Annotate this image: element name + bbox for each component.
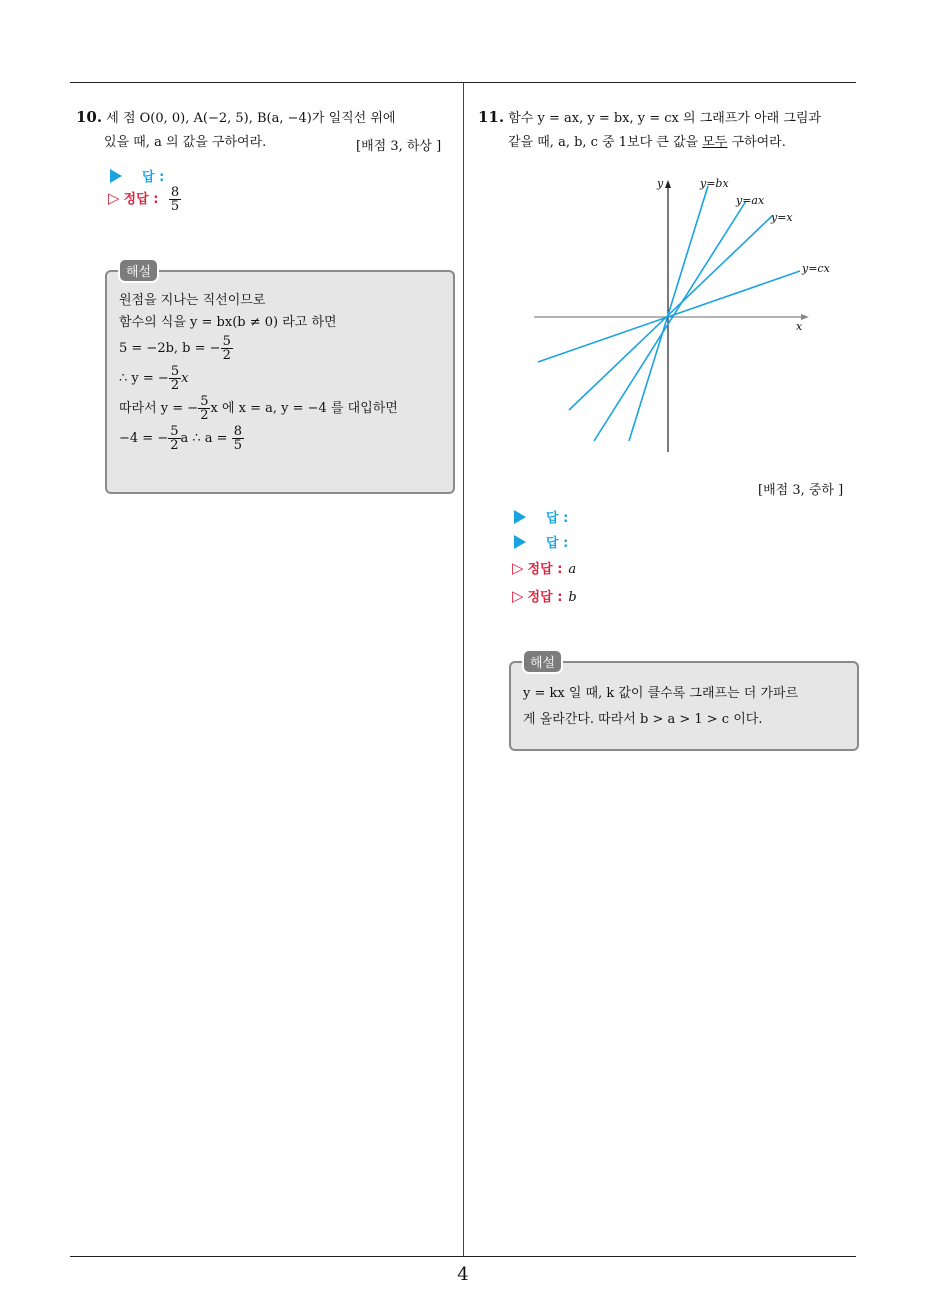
q11-text-line2: 같을 때, a, b, c 중 1보다 큰 값을 모두 구하여라. [508,135,786,150]
q10-explain-l5: 따라서 y = − $\frac{5}{2}$ x 에 x = a, y = −4 를 대입하면 [119,394,398,423]
q11-score: [배점 3, 중하 ] [758,483,844,498]
label-y-ax: y=ax [736,194,765,207]
q11-explanation-tag: 해설 [522,649,563,674]
q11-answer-row-2 [514,532,568,551]
bottom-rule [70,1256,856,1257]
q10-text-line1: 세 점 O(0, 0), A(−2, 5), B(a, −4)가 일직선 위에 [106,111,396,126]
y-axis-label: y [657,177,664,190]
q10-correct-fraction: $\frac{8}{5}$ [170,185,180,214]
q10-number: 10. [76,108,103,126]
hollow-triangle-icon: ▷ [512,587,524,605]
graph-line-y-eq-ax [594,201,746,441]
q10-explanation-body [119,290,398,454]
graph-line-y-eq-x [569,216,772,410]
q10-answer-row [110,166,164,185]
column-divider [463,82,464,1256]
q11-explain-l2: 게 올라간다. 따라서 b > a > 1 > c 이다. [523,712,763,727]
q11-text-line1: 함수 y = ax, y = bx, y = cx 의 그래프가 아래 그림과 [508,111,821,126]
play-icon [514,510,526,524]
y-axis-arrow-icon [665,180,671,188]
q11-explanation-body [523,681,798,733]
graph-lines [538,186,800,441]
q10-score: [배점 3, 하상 ] [356,139,442,154]
q11-answer-row-1 [514,507,568,526]
q11-answer-label-1: 답 : [546,511,569,526]
q11-answer-label-2: 답 : [546,536,569,551]
hollow-triangle-icon: ▷ [512,559,524,577]
q10-explain-l6: −4 = − $\frac{5}{2}$ a ∴ a = $\frac{8}{5}$ [119,424,242,453]
q10-explain-l1: 원점을 지나는 직선이므로 [119,293,266,308]
q11-correct-value-1: a [568,562,577,577]
q10-answer-label: 답 : [142,170,165,185]
hollow-triangle-icon: ▷ [108,189,120,207]
q11-explanation-box [509,661,859,751]
q10-explain-l3: 5 = −2b, b = − $\frac{5}{2}$ [119,334,231,363]
q11-number: 11. [478,108,505,126]
play-icon [514,535,526,549]
q11-correct-row-1: ▷ 정답 : a [512,559,577,577]
q10-line1 [76,108,396,128]
q10-text-line2: 있을 때, a 의 값을 구하여라. [104,135,267,150]
label-y-cx: y=cx [802,262,830,275]
q10-explain-l4: ∴ y = − $\frac{5}{2}$ x [119,364,189,393]
label-y-x: y=x [771,211,793,224]
q10-correct-row [108,186,181,213]
q11-correct-row-2: ▷ 정답 : b [512,587,577,605]
q11-explain-l1: y = kx 일 때, k 값이 클수록 그래프는 더 가파르 [523,686,799,701]
q11-underlined-word: 모두 [702,135,728,150]
page-number: 4 [457,1264,469,1285]
play-icon [110,169,122,183]
label-y-bx: y=bx [700,177,729,190]
q10-explanation-box [105,270,455,494]
q10-explanation-tag: 해설 [118,258,159,283]
q10-correct-label: 정답 : [123,192,159,207]
q11-graph [520,170,850,460]
q11-line1 [478,108,821,128]
q11-correct-value-2: b [568,590,577,605]
q10-explain-l2: 함수의 식을 y = bx(b ≠ 0) 라고 하면 [119,315,337,330]
x-axis-label: x [796,320,803,333]
